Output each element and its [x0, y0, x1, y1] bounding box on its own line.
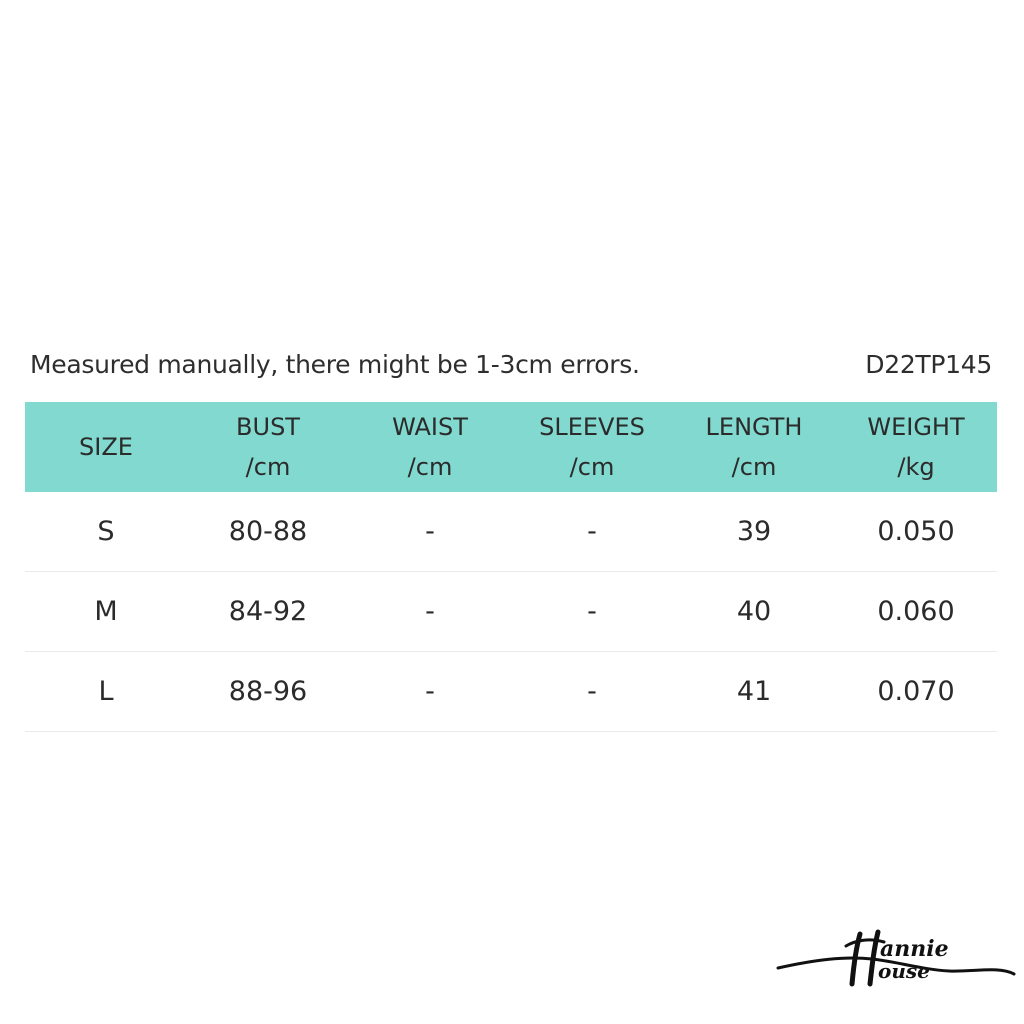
- header-unit: /cm: [731, 453, 777, 481]
- bust-cell: 84-92: [228, 596, 308, 627]
- product-code: D22TP145: [865, 349, 992, 379]
- weight-cell: 0.060: [877, 596, 955, 627]
- header-weight: [835, 402, 997, 492]
- bust-cell: 88-96: [228, 676, 308, 707]
- header-unit: /cm: [569, 453, 615, 481]
- waist-cell: -: [425, 516, 435, 547]
- sleeves-cell: -: [587, 676, 597, 707]
- header-unit: /cm: [407, 453, 453, 481]
- length-cell: 40: [736, 596, 772, 627]
- header-unit: /cm: [245, 453, 291, 481]
- header-label: WAIST: [392, 413, 468, 441]
- length-cell: 39: [736, 516, 772, 547]
- header-size: [25, 402, 187, 492]
- header-label: SLEEVES: [539, 413, 645, 441]
- logo-line1-text: annie: [880, 936, 949, 962]
- length-cell: 41: [736, 676, 772, 707]
- header-length: [673, 402, 835, 492]
- size-cell: M: [94, 596, 118, 627]
- table-row: [25, 572, 997, 652]
- header-unit: /kg: [897, 453, 935, 481]
- size-cell: S: [97, 516, 115, 547]
- measurement-note: Measured manually, there might be 1-3cm errors.: [30, 349, 640, 379]
- weight-cell: 0.050: [877, 516, 955, 547]
- header-bust: [187, 402, 349, 492]
- table-row: [25, 492, 997, 572]
- size-cell: L: [98, 676, 114, 707]
- table-header-row: [25, 402, 997, 492]
- header-label: SIZE: [79, 433, 133, 461]
- bust-cell: 80-88: [228, 516, 308, 547]
- header-waist: [349, 402, 511, 492]
- logo-line2-text: ouse: [878, 959, 930, 983]
- caption-row: [30, 344, 992, 384]
- header-label: WEIGHT: [867, 413, 965, 441]
- header-label: BUST: [236, 413, 300, 441]
- waist-cell: -: [425, 676, 435, 707]
- header-label: LENGTH: [705, 413, 803, 441]
- weight-cell: 0.070: [877, 676, 955, 707]
- brand-logo: [774, 926, 1018, 996]
- waist-cell: -: [425, 596, 435, 627]
- sleeves-cell: -: [587, 516, 597, 547]
- size-chart-table: [25, 402, 997, 732]
- header-sleeves: [511, 402, 673, 492]
- sleeves-cell: -: [587, 596, 597, 627]
- table-row: [25, 652, 997, 732]
